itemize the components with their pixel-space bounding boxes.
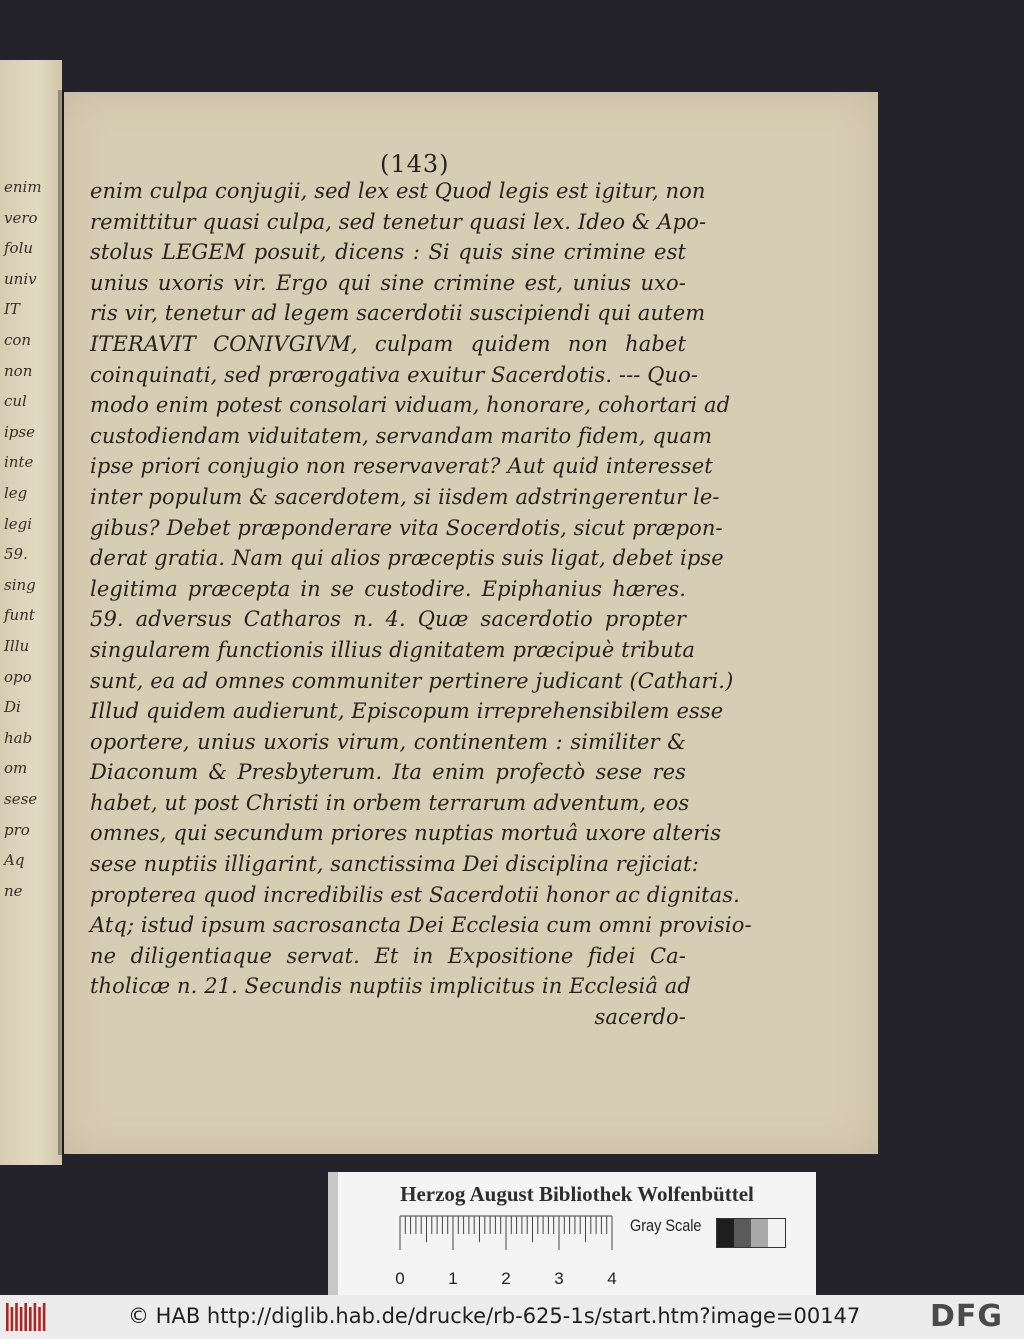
prev-page-fragment: funt bbox=[4, 606, 35, 625]
grayscale-swatch bbox=[734, 1219, 751, 1247]
prev-page-fragment: ipse bbox=[4, 422, 35, 441]
text-line: custodiendam viduitatem, servandam marito fidem, quam bbox=[90, 423, 713, 448]
text-line: modo enim potest consolari viduam, honorare, cohortari ad bbox=[90, 393, 731, 418]
prev-page-fragment: hab bbox=[4, 728, 33, 747]
text-line: ipse priori conjugio non reservaverat? Aut quid interesset bbox=[90, 454, 713, 479]
text-line: remittitur quasi culpa, sed tenetur quasi lex. Ideo & Apo- bbox=[90, 209, 707, 234]
text-line: inter populum & sacerdotem, si iisdem adstringerentur le- bbox=[90, 484, 720, 509]
hab-bar bbox=[34, 1303, 37, 1331]
page-text bbox=[90, 176, 752, 1033]
library-name: Herzog August Bibliothek Wolfenbüttel bbox=[400, 1182, 754, 1206]
prev-page-fragment: opo bbox=[4, 667, 32, 686]
text-line: ITERAVIT CONIVGIVM, culpam quidem non habet bbox=[90, 331, 686, 356]
prev-page-fragment: om bbox=[4, 759, 28, 778]
prev-page-fragment: sing bbox=[4, 575, 36, 594]
reference-card bbox=[338, 1172, 816, 1295]
ruler-number: 0 bbox=[395, 1269, 405, 1288]
hab-bar bbox=[11, 1307, 14, 1331]
hab-bar bbox=[38, 1307, 41, 1331]
prev-page-fragment: vero bbox=[4, 208, 38, 227]
page-number: (143) bbox=[380, 150, 450, 178]
grayscale-bar bbox=[716, 1218, 786, 1248]
text-line: omnes, qui secundum priores nuptias mortuâ uxore alteris bbox=[90, 821, 722, 846]
text-line: singularem functionis illius dignitatem præcipuè tributa bbox=[90, 637, 695, 662]
hab-bars-icon bbox=[4, 1301, 48, 1333]
ruler-number: 2 bbox=[501, 1269, 511, 1288]
text-line: Diaconum & Presbyterum. Ita enim profectò sese res bbox=[90, 760, 686, 785]
text-line: habet, ut post Christi in orbem terrarum adventum, eos bbox=[90, 790, 690, 815]
prev-page-fragment: IT bbox=[4, 300, 20, 319]
prev-page-fragment: non bbox=[4, 361, 33, 380]
prev-page-fragment: legi bbox=[4, 514, 33, 533]
prev-page-fragment: ne bbox=[4, 881, 23, 900]
text-line: 59. adversus Catharos n. 4. Quæ sacerdotio propter bbox=[90, 607, 686, 632]
prev-page-fragment: folu bbox=[4, 239, 34, 258]
text-line: oportere, unius uxoris virum, continentem : similiter & bbox=[90, 729, 686, 754]
previous-page-edge bbox=[0, 60, 62, 1165]
text-line: sese nuptiis illigarint, sanctissima Dei disciplina rejiciat: bbox=[90, 852, 699, 877]
ruler-number: 3 bbox=[554, 1269, 564, 1288]
text-line: stolus LEGEM posuit, dicens : Si quis sine crimine est bbox=[90, 240, 686, 265]
text-line: coinquinati, sed prærogativa exuitur Sacerdotis. --- Quo- bbox=[90, 362, 699, 387]
dfg-logo: DFG bbox=[930, 1299, 1004, 1334]
text-line: sacerdo- bbox=[594, 1005, 686, 1030]
grayscale-swatch bbox=[717, 1219, 734, 1247]
hab-bar bbox=[43, 1303, 46, 1331]
hab-bar bbox=[15, 1303, 18, 1331]
text-line: Illud quidem audierunt, Episcopum irreprehensibilem esse bbox=[90, 699, 724, 724]
prev-page-fragment: con bbox=[4, 331, 32, 349]
prev-page-fragment: Aq bbox=[4, 851, 25, 870]
prev-page-fragment: enim bbox=[4, 178, 42, 196]
prev-page-fragment: cul bbox=[4, 392, 27, 411]
ruler-number: 4 bbox=[607, 1269, 617, 1288]
ruler-scale bbox=[395, 1212, 618, 1292]
text-line: sunt, ea ad omnes communiter pertinere judicant (Cathari.) bbox=[90, 668, 734, 693]
prev-page-fragment: 59. bbox=[4, 545, 28, 564]
grayscale-swatch bbox=[768, 1219, 785, 1247]
text-line: ris vir, tenetur ad legem sacerdotii suscipiendi qui autem bbox=[90, 301, 706, 326]
text-line: tholicæ n. 21. Secundis nuptiis implicitus in Ecclesiâ ad bbox=[90, 974, 691, 999]
hab-bar bbox=[20, 1307, 23, 1331]
prev-page-fragment: Di bbox=[4, 698, 21, 717]
hab-bar bbox=[24, 1303, 27, 1331]
prev-page-fragment: leg bbox=[4, 484, 28, 502]
text-line: enim culpa conjugii, sed lex est Quod legis est igitur, non bbox=[90, 179, 706, 203]
text-line: propterea quod incredibilis est Sacerdotii honor ac dignitas. bbox=[90, 882, 740, 907]
text-line: unius uxoris vir. Ergo qui sine crimine est, unius uxo- bbox=[90, 270, 686, 295]
text-line: derat gratia. Nam qui alios præceptis suis ligat, debet ipse bbox=[90, 546, 724, 571]
prev-page-fragment: inte bbox=[4, 453, 34, 472]
text-line: gibus? Debet præponderare vita Socerdotis, sicut præpon- bbox=[90, 515, 723, 540]
grayscale-swatch bbox=[751, 1219, 768, 1247]
text-line: ne diligentiaque servat. Et in Expositione fidei Ca- bbox=[90, 943, 686, 968]
hab-bar bbox=[29, 1307, 32, 1331]
prev-page-fragment: Illu bbox=[4, 637, 30, 655]
text-line: legitima præcepta in se custodire. Epiphanius hæres. bbox=[90, 576, 686, 601]
copyright-link[interactable]: © HAB http://diglib.hab.de/drucke/rb-625-1s/start.htm?image=00147 bbox=[128, 1304, 861, 1328]
prev-page-fragment: univ bbox=[4, 269, 37, 288]
prev-page-fragment: pro bbox=[4, 820, 30, 839]
hab-bar bbox=[6, 1303, 9, 1331]
grayscale-label: Gray Scale bbox=[630, 1216, 702, 1235]
ruler-number: 1 bbox=[448, 1269, 458, 1288]
text-line: Atq; istud ipsum sacrosancta Dei Ecclesia cum omni provisio- bbox=[90, 913, 752, 938]
prev-page-fragment: sese bbox=[4, 790, 38, 808]
footer-bar bbox=[0, 1295, 1024, 1339]
